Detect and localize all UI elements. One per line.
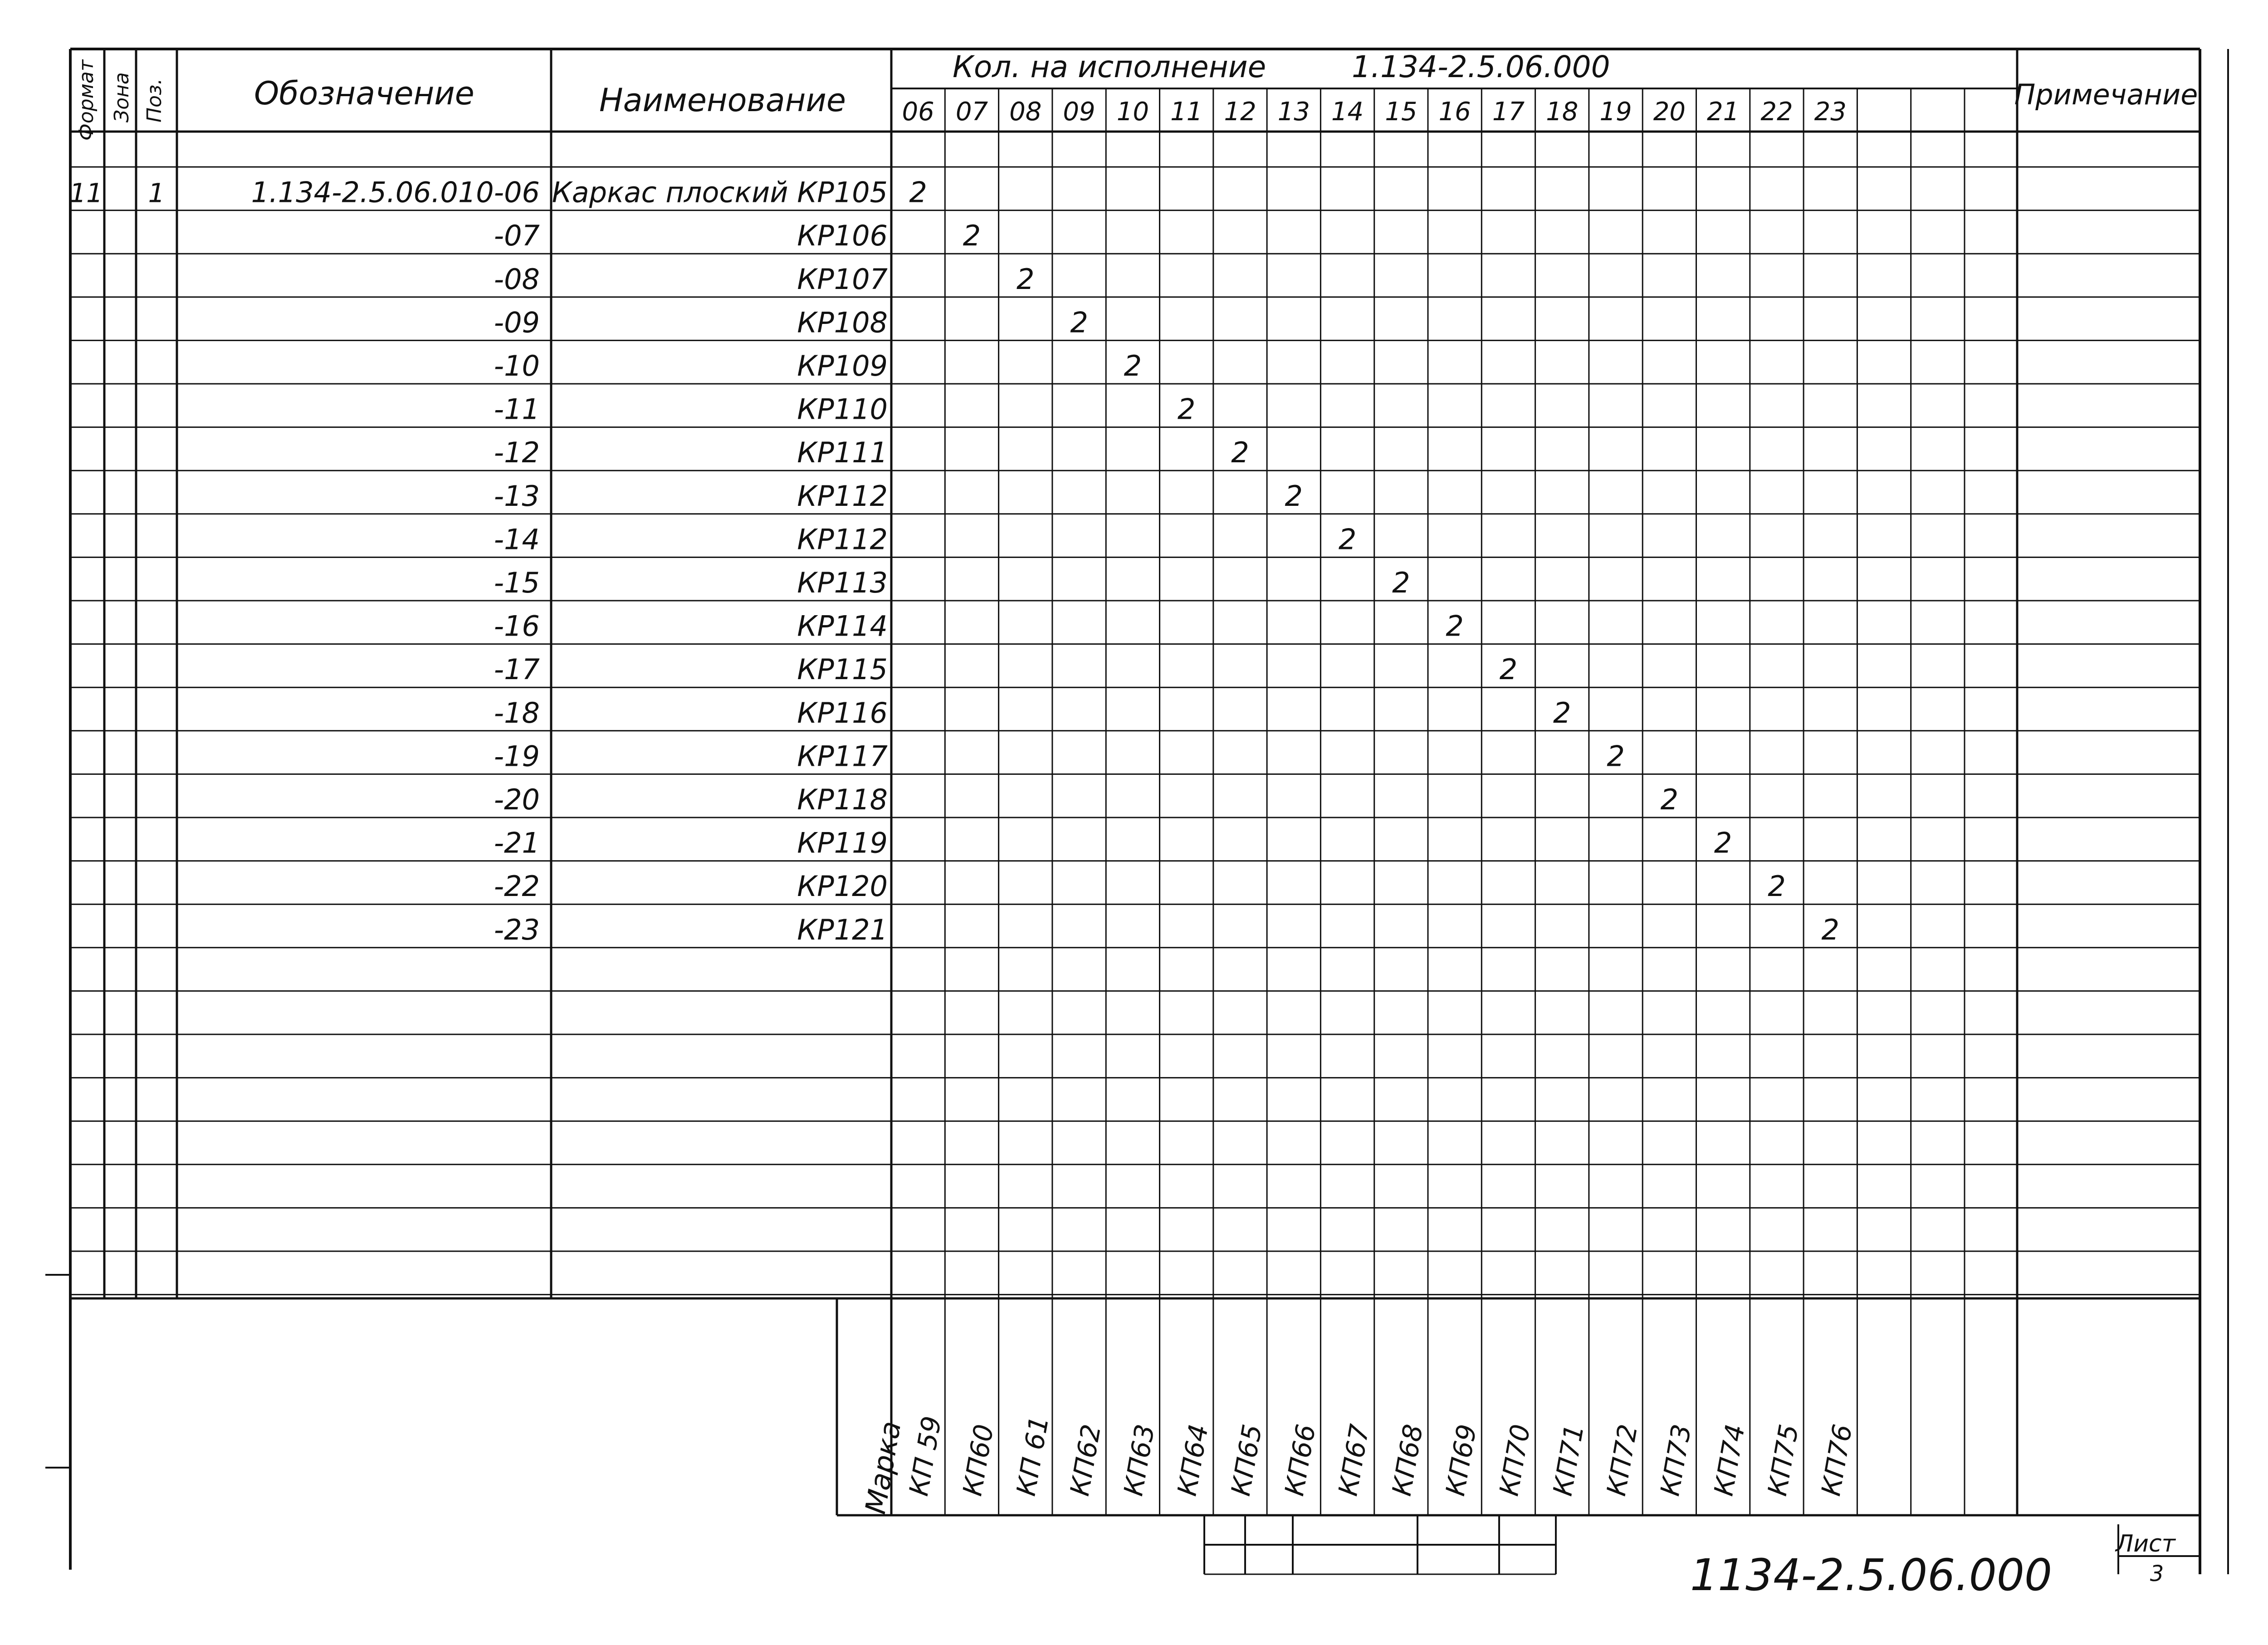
row-quantity: 2 — [963, 219, 981, 253]
row-quantity: 2 — [1177, 392, 1196, 426]
row-designation: -14 — [494, 523, 540, 556]
variant-header-21: 21 — [1707, 97, 1740, 127]
variant-header-17: 17 — [1492, 97, 1525, 127]
variant-header-14: 14 — [1331, 97, 1364, 127]
variant-header-13: 13 — [1277, 97, 1310, 127]
marka-value: КП66 — [1279, 1422, 1322, 1498]
header-qty-doc: 1.134-2.5.06.000 — [1352, 49, 1610, 84]
row-quantity: 2 — [1821, 913, 1839, 946]
row-designation: -18 — [494, 696, 540, 729]
header-name: Наименование — [599, 82, 846, 119]
row-designation: -10 — [494, 349, 540, 382]
marka-value: КП74 — [1708, 1422, 1751, 1498]
row-name: КР120 — [797, 870, 888, 903]
variant-header-08: 08 — [1009, 97, 1042, 127]
row-quantity: 2 — [1499, 653, 1518, 686]
variant-header-06: 06 — [902, 97, 934, 127]
row-designation: -17 — [494, 653, 540, 686]
variant-header-15: 15 — [1385, 97, 1418, 127]
variant-header-07: 07 — [955, 97, 988, 127]
row-name: КР112 — [797, 523, 888, 556]
marka-value: КП76 — [1815, 1422, 1858, 1498]
marka-value: КП68 — [1386, 1422, 1429, 1498]
variant-header-23: 23 — [1814, 97, 1847, 127]
table-body — [69, 176, 1839, 946]
row-designation: -09 — [494, 306, 540, 339]
row-designation: -08 — [494, 262, 540, 296]
marka-value: КП69 — [1439, 1422, 1483, 1498]
row-name: КР106 — [797, 219, 888, 253]
variant-header-20: 20 — [1653, 97, 1686, 127]
row-quantity: 2 — [1392, 566, 1410, 599]
row-quantity: 2 — [1607, 739, 1625, 773]
row-designation: -20 — [494, 783, 540, 816]
marka-value: КП72 — [1600, 1422, 1644, 1498]
sheet-label: Лист — [2116, 1530, 2175, 1557]
marka-value: КП 59 — [903, 1414, 948, 1498]
marka-value: КП 61 — [1010, 1414, 1055, 1498]
row-name: КР107 — [797, 262, 888, 296]
variant-header-12: 12 — [1224, 97, 1256, 127]
row-quantity: 2 — [1231, 436, 1249, 470]
variant-header-19: 19 — [1599, 97, 1632, 127]
marka-value: КП62 — [1064, 1422, 1107, 1498]
variant-header-18: 18 — [1546, 97, 1579, 127]
document-code: 1134-2.5.06.000 — [1690, 1550, 2053, 1601]
row-name: КР121 — [797, 913, 888, 946]
table-grid — [45, 49, 2228, 1574]
row-designation: -16 — [494, 609, 540, 643]
marka-value: КП67 — [1332, 1422, 1375, 1498]
row-designation: -07 — [494, 219, 540, 253]
marka-value: КП63 — [1118, 1422, 1161, 1498]
row-quantity: 2 — [1017, 262, 1035, 296]
marka-value: КП65 — [1225, 1422, 1268, 1498]
header-note: Примечание — [2014, 78, 2198, 111]
row-name: КР117 — [797, 739, 888, 773]
marka-value: КП60 — [957, 1422, 1000, 1498]
variant-header-11: 11 — [1170, 97, 1203, 127]
marka-value: КП73 — [1654, 1422, 1697, 1498]
row-name: КР114 — [797, 609, 888, 643]
row-quantity: 2 — [909, 176, 927, 209]
variant-header-22: 22 — [1760, 97, 1793, 127]
marka-row — [859, 1414, 1858, 1516]
row-name: КР111 — [797, 436, 888, 470]
header-pos: Поз. — [143, 78, 166, 122]
header-format: Формат — [75, 59, 98, 141]
row-quantity: 2 — [1714, 826, 1732, 860]
row-name: КР116 — [797, 696, 888, 729]
row-designation: -13 — [494, 479, 540, 513]
row-name: КР118 — [797, 783, 888, 816]
row-name: КР110 — [797, 392, 888, 426]
row-designation: -15 — [494, 566, 540, 599]
title-block — [1690, 1530, 2176, 1601]
variant-header-09: 09 — [1063, 97, 1095, 127]
marka-value: КП71 — [1547, 1422, 1590, 1498]
row-quantity: 2 — [1285, 479, 1303, 513]
row-designation: -22 — [494, 870, 540, 903]
variant-header-10: 10 — [1116, 97, 1149, 127]
row-name: КР119 — [797, 826, 888, 860]
marka-value: КП75 — [1761, 1422, 1805, 1498]
row-designation: -23 — [494, 913, 540, 946]
header-qty-prefix: Кол. на исполнение — [953, 49, 1266, 84]
row-format: 11 — [69, 177, 103, 209]
marka-value: КП64 — [1171, 1422, 1214, 1498]
row-designation: -21 — [494, 826, 540, 860]
marka-label: Марка — [858, 1418, 908, 1517]
row-name: КР113 — [797, 566, 888, 599]
row-designation: 1.134-2.5.06.010-06 — [251, 176, 540, 209]
row-name: КР115 — [797, 653, 888, 686]
row-quantity: 2 — [1660, 783, 1679, 816]
marka-value: КП70 — [1493, 1422, 1536, 1498]
row-quantity: 2 — [1338, 523, 1357, 556]
table-header — [75, 49, 2198, 141]
row-quantity: 2 — [1553, 696, 1571, 729]
row-name: КР112 — [797, 479, 888, 513]
row-position: 1 — [148, 177, 165, 209]
row-name: КР109 — [797, 349, 888, 382]
variant-header-16: 16 — [1438, 97, 1471, 127]
row-quantity: 2 — [1124, 349, 1142, 382]
row-designation: -19 — [494, 739, 540, 773]
row-designation: -12 — [494, 436, 540, 470]
row-quantity: 2 — [1768, 870, 1786, 903]
sheet-number: 3 — [2150, 1561, 2164, 1586]
row-quantity: 2 — [1446, 609, 1464, 643]
row-designation: -11 — [494, 392, 540, 426]
row-name: Каркас плоский КР105 — [552, 176, 888, 209]
header-designation: Обозначение — [254, 75, 474, 112]
row-quantity: 2 — [1070, 306, 1088, 339]
row-name: КР108 — [797, 306, 888, 339]
header-zone: Зона — [110, 72, 133, 122]
